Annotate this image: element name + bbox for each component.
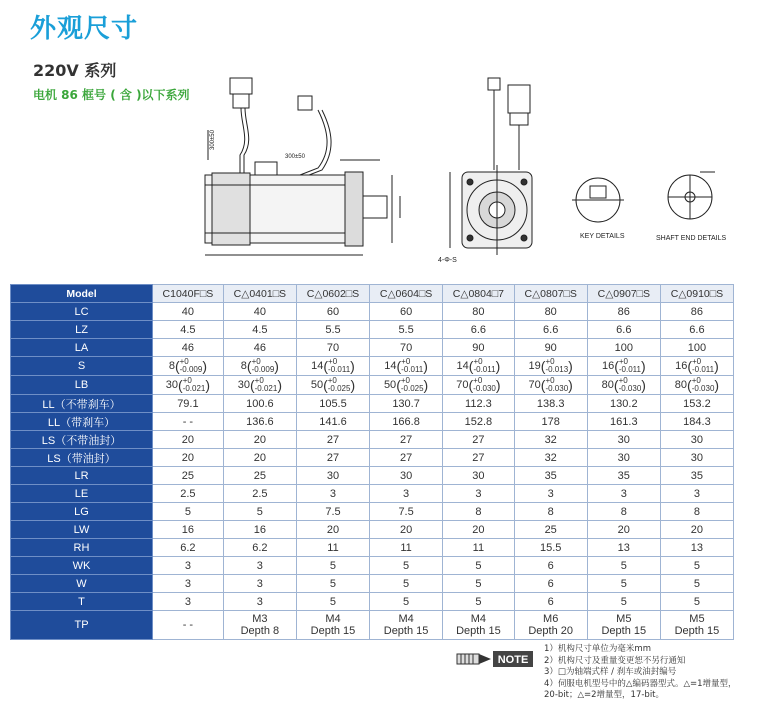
cell-value: 3 bbox=[443, 485, 515, 503]
shaft-end-detail bbox=[668, 172, 715, 219]
tolerance-lower: -0.025 bbox=[327, 384, 351, 393]
tolerance bbox=[180, 358, 203, 374]
cell-value: 5 bbox=[370, 575, 443, 593]
cell-value: 50( +0 -0.025 ) bbox=[296, 376, 369, 395]
tolerance bbox=[473, 358, 495, 374]
row-label: LA bbox=[11, 339, 153, 357]
cell-value bbox=[660, 611, 733, 640]
tolerance-upper: +0 bbox=[618, 357, 628, 366]
cell-value: 5 bbox=[443, 557, 515, 575]
cell-value: 3 bbox=[153, 557, 224, 575]
table-header-row bbox=[11, 285, 734, 303]
tolerance-upper: +0 bbox=[182, 376, 192, 385]
tolerance-lower: -0.021 bbox=[182, 384, 206, 393]
holes-label: 4-Φ-S bbox=[438, 257, 457, 264]
cell-value: 8 bbox=[660, 503, 733, 521]
cell-value: 16( +0 -0.011 ) bbox=[660, 357, 733, 376]
tolerance-upper: +0 bbox=[254, 376, 264, 385]
cell-value: 3 bbox=[587, 485, 660, 503]
cell-value: 3 bbox=[223, 557, 296, 575]
cell-value: 178 bbox=[514, 413, 587, 431]
cell-value: 6.6 bbox=[514, 321, 587, 339]
cell-value: 11 bbox=[370, 539, 443, 557]
note-badge bbox=[455, 650, 535, 668]
cell-value: 130.7 bbox=[370, 395, 443, 413]
note-label: NOTE bbox=[497, 654, 529, 666]
row-label: LB bbox=[11, 376, 153, 395]
cell-value: 6.2 bbox=[153, 539, 224, 557]
cell-value: 20 bbox=[223, 449, 296, 467]
row-label: RH bbox=[11, 539, 153, 557]
table-row bbox=[11, 339, 734, 357]
cell-value: 5 bbox=[660, 557, 733, 575]
cell-value: 8 bbox=[587, 503, 660, 521]
cell-value: 105.5 bbox=[296, 395, 369, 413]
tolerance-lower: -0.011 bbox=[692, 365, 715, 374]
row-label: T bbox=[11, 593, 153, 611]
tolerance bbox=[252, 358, 275, 374]
cell-value: 79.1 bbox=[153, 395, 224, 413]
table-row bbox=[11, 521, 734, 539]
cell-value: 15.5 bbox=[514, 539, 587, 557]
front-view bbox=[450, 78, 532, 255]
tolerance bbox=[328, 377, 351, 393]
cell-value: 138.3 bbox=[514, 395, 587, 413]
cell-value: 20 bbox=[370, 521, 443, 539]
cell-value: 16( +0 -0.011 ) bbox=[587, 357, 660, 376]
cell-value bbox=[223, 611, 296, 640]
cell-value bbox=[370, 611, 443, 640]
note-item: 1）机构尺寸单位为毫米mm bbox=[544, 644, 651, 654]
cell-value: 20 bbox=[443, 521, 515, 539]
cell-value: 19( +0 -0.013 ) bbox=[514, 357, 587, 376]
cell-value: 3 bbox=[514, 485, 587, 503]
cell-value: 100 bbox=[660, 339, 733, 357]
cell-value: 20 bbox=[153, 449, 224, 467]
tolerance bbox=[692, 377, 715, 393]
cell-value: 5 bbox=[443, 575, 515, 593]
thread-size: M4 bbox=[470, 613, 487, 625]
cell-value: 6 bbox=[514, 593, 587, 611]
tolerance bbox=[255, 377, 278, 393]
cell-value: 70 bbox=[296, 339, 369, 357]
cell-value: 80( +0 -0.030 ) bbox=[587, 376, 660, 395]
cell-value: 16 bbox=[223, 521, 296, 539]
cell-value: 5 bbox=[296, 575, 369, 593]
tolerance-upper: +0 bbox=[251, 357, 261, 366]
tolerance-base: 70 bbox=[528, 378, 541, 391]
table-row bbox=[11, 395, 734, 413]
cell-value: 5 bbox=[587, 575, 660, 593]
cell-value: 90 bbox=[443, 339, 515, 357]
cell-value: 13 bbox=[660, 539, 733, 557]
table-row bbox=[11, 321, 734, 339]
cell-value: 161.3 bbox=[587, 413, 660, 431]
cell-value: 27 bbox=[443, 449, 515, 467]
cell-value: 153.2 bbox=[660, 395, 733, 413]
tolerance bbox=[619, 358, 641, 374]
thread-depth: Depth 15 bbox=[456, 625, 501, 637]
row-label: TP bbox=[11, 611, 153, 640]
model-name: C△0401□S bbox=[223, 285, 296, 303]
cell-value: 4.5 bbox=[223, 321, 296, 339]
cell-value: 5 bbox=[443, 593, 515, 611]
tolerance-base: 30 bbox=[165, 378, 179, 391]
cell-value: 46 bbox=[223, 339, 296, 357]
tolerance-upper: +0 bbox=[327, 376, 337, 385]
tolerance-lower: -0.030 bbox=[618, 384, 642, 393]
tolerance-upper: +0 bbox=[401, 357, 411, 366]
cell-value: 27 bbox=[443, 431, 515, 449]
cell-value: 5 bbox=[296, 557, 369, 575]
tolerance-base: 50 bbox=[310, 378, 324, 391]
note-item: 2）机构尺寸及重量变更恕不另行通知 bbox=[544, 655, 686, 666]
row-label: LR bbox=[11, 467, 153, 485]
cell-value: 80 bbox=[443, 303, 515, 321]
row-label: LE bbox=[11, 485, 153, 503]
tolerance-lower: -0.030 bbox=[473, 384, 496, 393]
cell-value: 40 bbox=[223, 303, 296, 321]
cell-value: 35 bbox=[587, 467, 660, 485]
model-name: C△0602□S bbox=[296, 285, 369, 303]
tolerance-upper: +0 bbox=[618, 376, 628, 385]
cell-value bbox=[443, 611, 515, 640]
cell-value: 30 bbox=[587, 449, 660, 467]
tolerance bbox=[692, 358, 714, 374]
tolerance-upper: +0 bbox=[692, 357, 702, 366]
thread-size: M5 bbox=[689, 613, 705, 625]
tolerance-base: 70 bbox=[456, 378, 469, 391]
model-name: C1040F□S bbox=[153, 285, 224, 303]
cable-length-1: 300±50 bbox=[285, 154, 305, 160]
tolerance-base: 80 bbox=[601, 378, 614, 391]
cell-value: 27 bbox=[370, 449, 443, 467]
cell-value: 5 bbox=[587, 593, 660, 611]
spec-table bbox=[10, 284, 734, 640]
cell-value: 14( +0 -0.011 ) bbox=[296, 357, 369, 376]
cell-value: 6.6 bbox=[443, 321, 515, 339]
table-row bbox=[11, 431, 734, 449]
cell-value: 2.5 bbox=[223, 485, 296, 503]
cell-value: 20 bbox=[660, 521, 733, 539]
frame-label: 电机 86 框号 ( 含 )以下系列 bbox=[33, 88, 190, 102]
cell-value bbox=[587, 611, 660, 640]
cell-value: 3 bbox=[223, 575, 296, 593]
table-row bbox=[11, 575, 734, 593]
table-row bbox=[11, 303, 734, 321]
cell-value: 50( +0 -0.025 ) bbox=[370, 376, 443, 395]
cell-value: 136.6 bbox=[223, 413, 296, 431]
row-label: LG bbox=[11, 503, 153, 521]
notes-list bbox=[544, 644, 737, 702]
table-row bbox=[11, 376, 734, 395]
cell-value: 90 bbox=[514, 339, 587, 357]
cell-value: 8( +0 -0.009 ) bbox=[153, 357, 224, 376]
cell-value: - - bbox=[153, 413, 224, 431]
cell-value: 100 bbox=[587, 339, 660, 357]
tolerance-lower: -0.030 bbox=[691, 384, 715, 393]
motor-drawings bbox=[0, 60, 758, 270]
cell-value: 30( +0 -0.021 ) bbox=[223, 376, 296, 395]
thread-depth: Depth 8 bbox=[240, 625, 280, 637]
thread-size: M4 bbox=[398, 613, 414, 625]
tolerance-base: 30 bbox=[237, 378, 250, 391]
table-row bbox=[11, 467, 734, 485]
model-name: C△0807□S bbox=[514, 285, 587, 303]
shaft bbox=[363, 196, 387, 218]
table-row bbox=[11, 593, 734, 611]
cell-value: 70( +0 -0.030 ) bbox=[443, 376, 515, 395]
cell-value: 32 bbox=[514, 449, 587, 467]
tolerance bbox=[183, 377, 206, 393]
table-row bbox=[11, 557, 734, 575]
model-name: C△0604□S bbox=[370, 285, 443, 303]
tolerance bbox=[328, 358, 350, 374]
tolerance-upper: +0 bbox=[400, 376, 410, 385]
row-label: LC bbox=[11, 303, 153, 321]
tolerance-base: 14 bbox=[311, 359, 324, 372]
cell-value: 184.3 bbox=[660, 413, 733, 431]
cell-value: 70( +0 -0.030 ) bbox=[514, 376, 587, 395]
key-detail bbox=[572, 178, 624, 222]
cell-value: 5 bbox=[370, 593, 443, 611]
tolerance-upper: +0 bbox=[545, 357, 555, 366]
cell-value: 100.6 bbox=[223, 395, 296, 413]
cell-value: 11 bbox=[443, 539, 515, 557]
tolerance-upper: +0 bbox=[473, 357, 483, 366]
tolerance-lower: -0.011 bbox=[328, 365, 351, 374]
cell-value: 3 bbox=[153, 575, 224, 593]
table-row bbox=[11, 449, 734, 467]
cell-value: 30 bbox=[660, 431, 733, 449]
connector-1 bbox=[230, 78, 252, 94]
note-item: 3）□为轴端式样 / 刹车或油封编号 bbox=[544, 667, 677, 677]
cell-value: 25 bbox=[223, 467, 296, 485]
model-name: C△0804□7 bbox=[443, 285, 515, 303]
cell-value: 8 bbox=[514, 503, 587, 521]
cell-value: 5 bbox=[223, 503, 296, 521]
cell-value: 35 bbox=[660, 467, 733, 485]
cell-value: 20 bbox=[153, 431, 224, 449]
cell-value bbox=[153, 611, 224, 640]
cell-value: 70 bbox=[370, 339, 443, 357]
tolerance-base: 16 bbox=[675, 359, 688, 372]
thread-size: M5 bbox=[616, 613, 632, 625]
table-row bbox=[11, 611, 734, 640]
cell-value: 30( +0 -0.021 ) bbox=[153, 376, 224, 395]
cell-value: 6 bbox=[514, 557, 587, 575]
cell-value: 25 bbox=[514, 521, 587, 539]
row-label: LL（不带刹车） bbox=[11, 395, 153, 413]
cell-value: 166.8 bbox=[370, 413, 443, 431]
cell-value: 130.2 bbox=[587, 395, 660, 413]
cell-value: 3 bbox=[153, 593, 224, 611]
thread-depth: Depth 15 bbox=[674, 625, 720, 637]
table-row bbox=[11, 413, 734, 431]
tolerance-lower: -0.021 bbox=[254, 384, 278, 393]
cell-value: 7.5 bbox=[370, 503, 443, 521]
cell-value: 30 bbox=[443, 467, 515, 485]
cell-value: 2.5 bbox=[153, 485, 224, 503]
cell-value: 25 bbox=[153, 467, 224, 485]
cell-value: 8 bbox=[443, 503, 515, 521]
tolerance bbox=[473, 377, 496, 393]
cell-value: 6 bbox=[514, 575, 587, 593]
cell-value: 5 bbox=[153, 503, 224, 521]
series-label: 220V 系列 bbox=[33, 61, 117, 80]
tolerance-upper: +0 bbox=[545, 376, 555, 385]
cell-value: 30 bbox=[296, 467, 369, 485]
thread-depth: Depth 20 bbox=[528, 625, 574, 637]
side-view bbox=[205, 78, 400, 255]
tolerance-lower: -0.009 bbox=[251, 365, 275, 374]
cell-value: 5 bbox=[296, 593, 369, 611]
table-row bbox=[11, 503, 734, 521]
row-label: S bbox=[11, 357, 153, 376]
key-details-label: KEY DETAILS bbox=[580, 233, 625, 240]
tolerance-base: 80 bbox=[674, 378, 688, 391]
tolerance-lower: -0.011 bbox=[473, 365, 496, 374]
tolerance-lower: -0.011 bbox=[401, 365, 424, 374]
cell-value: 60 bbox=[296, 303, 369, 321]
cell-value: 80 bbox=[514, 303, 587, 321]
table-row bbox=[11, 539, 734, 557]
cell-value: 40 bbox=[153, 303, 224, 321]
cell-value: 13 bbox=[587, 539, 660, 557]
cell-value: 6.6 bbox=[587, 321, 660, 339]
cell-value: 86 bbox=[587, 303, 660, 321]
tolerance-base: 16 bbox=[601, 359, 615, 372]
cell-value: 3 bbox=[296, 485, 369, 503]
tolerance-lower: -0.009 bbox=[179, 365, 203, 374]
thread-depth: Depth 15 bbox=[601, 625, 647, 637]
row-label: LL（带刹车） bbox=[11, 413, 153, 431]
cell-value: 80( +0 -0.030 ) bbox=[660, 376, 733, 395]
tolerance-base: 14 bbox=[384, 359, 397, 372]
cell-value: 141.6 bbox=[296, 413, 369, 431]
cell-value: 14( +0 -0.011 ) bbox=[370, 357, 443, 376]
cell-value: 7.5 bbox=[296, 503, 369, 521]
cell-value: 3 bbox=[223, 593, 296, 611]
cell-value: 8( +0 -0.009 ) bbox=[223, 357, 296, 376]
cell-value: 20 bbox=[587, 521, 660, 539]
row-label: W bbox=[11, 575, 153, 593]
cell-value: 4.5 bbox=[153, 321, 224, 339]
cable-length-2: 300±50 bbox=[210, 130, 216, 150]
page-title: 外观尺寸 bbox=[30, 14, 139, 44]
tolerance bbox=[545, 377, 568, 393]
note-item: 20-bit；△=2增量型，17-bit。 bbox=[544, 690, 665, 700]
model-name: C△0910□S bbox=[660, 285, 733, 303]
tolerance bbox=[401, 377, 424, 393]
cell-value: 152.8 bbox=[443, 413, 515, 431]
cell-value: 60 bbox=[370, 303, 443, 321]
cell-value: 11 bbox=[296, 539, 369, 557]
cell-value: 5 bbox=[660, 593, 733, 611]
tolerance-base: 19 bbox=[528, 359, 541, 372]
cell-value: 27 bbox=[296, 431, 369, 449]
thread-size: M4 bbox=[325, 613, 341, 625]
cell-value: 20 bbox=[296, 521, 369, 539]
cell-value: 30 bbox=[660, 449, 733, 467]
cell-value: 14( +0 -0.011 ) bbox=[443, 357, 515, 376]
tolerance-base: 8 bbox=[168, 359, 175, 372]
cell-value: 6.2 bbox=[223, 539, 296, 557]
cell-value: 5.5 bbox=[370, 321, 443, 339]
tolerance bbox=[619, 377, 642, 393]
cell-value: 27 bbox=[296, 449, 369, 467]
cell-value: 32 bbox=[514, 431, 587, 449]
cell-value: 86 bbox=[660, 303, 733, 321]
model-header: Model bbox=[11, 285, 153, 303]
note-item: 4）伺服电机型号中的△编码器型式。△=1增量型， bbox=[544, 678, 737, 689]
table-row bbox=[11, 357, 734, 376]
tolerance-lower: -0.013 bbox=[545, 365, 569, 374]
tolerance-upper: +0 bbox=[328, 357, 338, 366]
tolerance-base: 14 bbox=[456, 359, 469, 372]
model-name: C△0907□S bbox=[587, 285, 660, 303]
tolerance-lower: -0.030 bbox=[545, 384, 569, 393]
cell-value: 27 bbox=[370, 431, 443, 449]
cell-value: 112.3 bbox=[443, 395, 515, 413]
row-label: LZ bbox=[11, 321, 153, 339]
cell-value: 5.5 bbox=[296, 321, 369, 339]
row-label: LW bbox=[11, 521, 153, 539]
tolerance-upper: +0 bbox=[691, 376, 701, 385]
tolerance bbox=[545, 358, 568, 374]
cell-value: 3 bbox=[370, 485, 443, 503]
tolerance-lower: -0.025 bbox=[400, 384, 424, 393]
cell-value bbox=[514, 611, 587, 640]
row-label: LS（带油封） bbox=[11, 449, 153, 467]
tolerance bbox=[401, 358, 423, 374]
cell-value: 5 bbox=[587, 557, 660, 575]
shaft-end-details-label: SHAFT END DETAILS bbox=[656, 235, 727, 242]
row-label: LS（不带油封） bbox=[11, 431, 153, 449]
thread-size: M3 bbox=[252, 613, 268, 625]
cell-value: 30 bbox=[587, 431, 660, 449]
cell-value: 35 bbox=[514, 467, 587, 485]
tolerance-lower: -0.011 bbox=[618, 365, 641, 374]
row-label: WK bbox=[11, 557, 153, 575]
cell-value: 16 bbox=[153, 521, 224, 539]
tolerance-upper: +0 bbox=[179, 357, 189, 366]
thread-depth: Depth 15 bbox=[310, 625, 356, 637]
cell-value: 3 bbox=[660, 485, 733, 503]
cell-value: 5 bbox=[370, 557, 443, 575]
cell-value: 20 bbox=[223, 431, 296, 449]
cell-value bbox=[296, 611, 369, 640]
thread-size: - - bbox=[182, 619, 194, 631]
thread-size: M6 bbox=[543, 613, 559, 625]
cell-value: 46 bbox=[153, 339, 224, 357]
tolerance-base: 50 bbox=[383, 378, 397, 391]
cell-value: 6.6 bbox=[660, 321, 733, 339]
table-row bbox=[11, 485, 734, 503]
thread-depth: Depth 15 bbox=[383, 625, 429, 637]
tolerance-base: 8 bbox=[240, 359, 247, 372]
cell-value: 5 bbox=[660, 575, 733, 593]
cell-value: 30 bbox=[370, 467, 443, 485]
tolerance-upper: +0 bbox=[473, 376, 483, 385]
